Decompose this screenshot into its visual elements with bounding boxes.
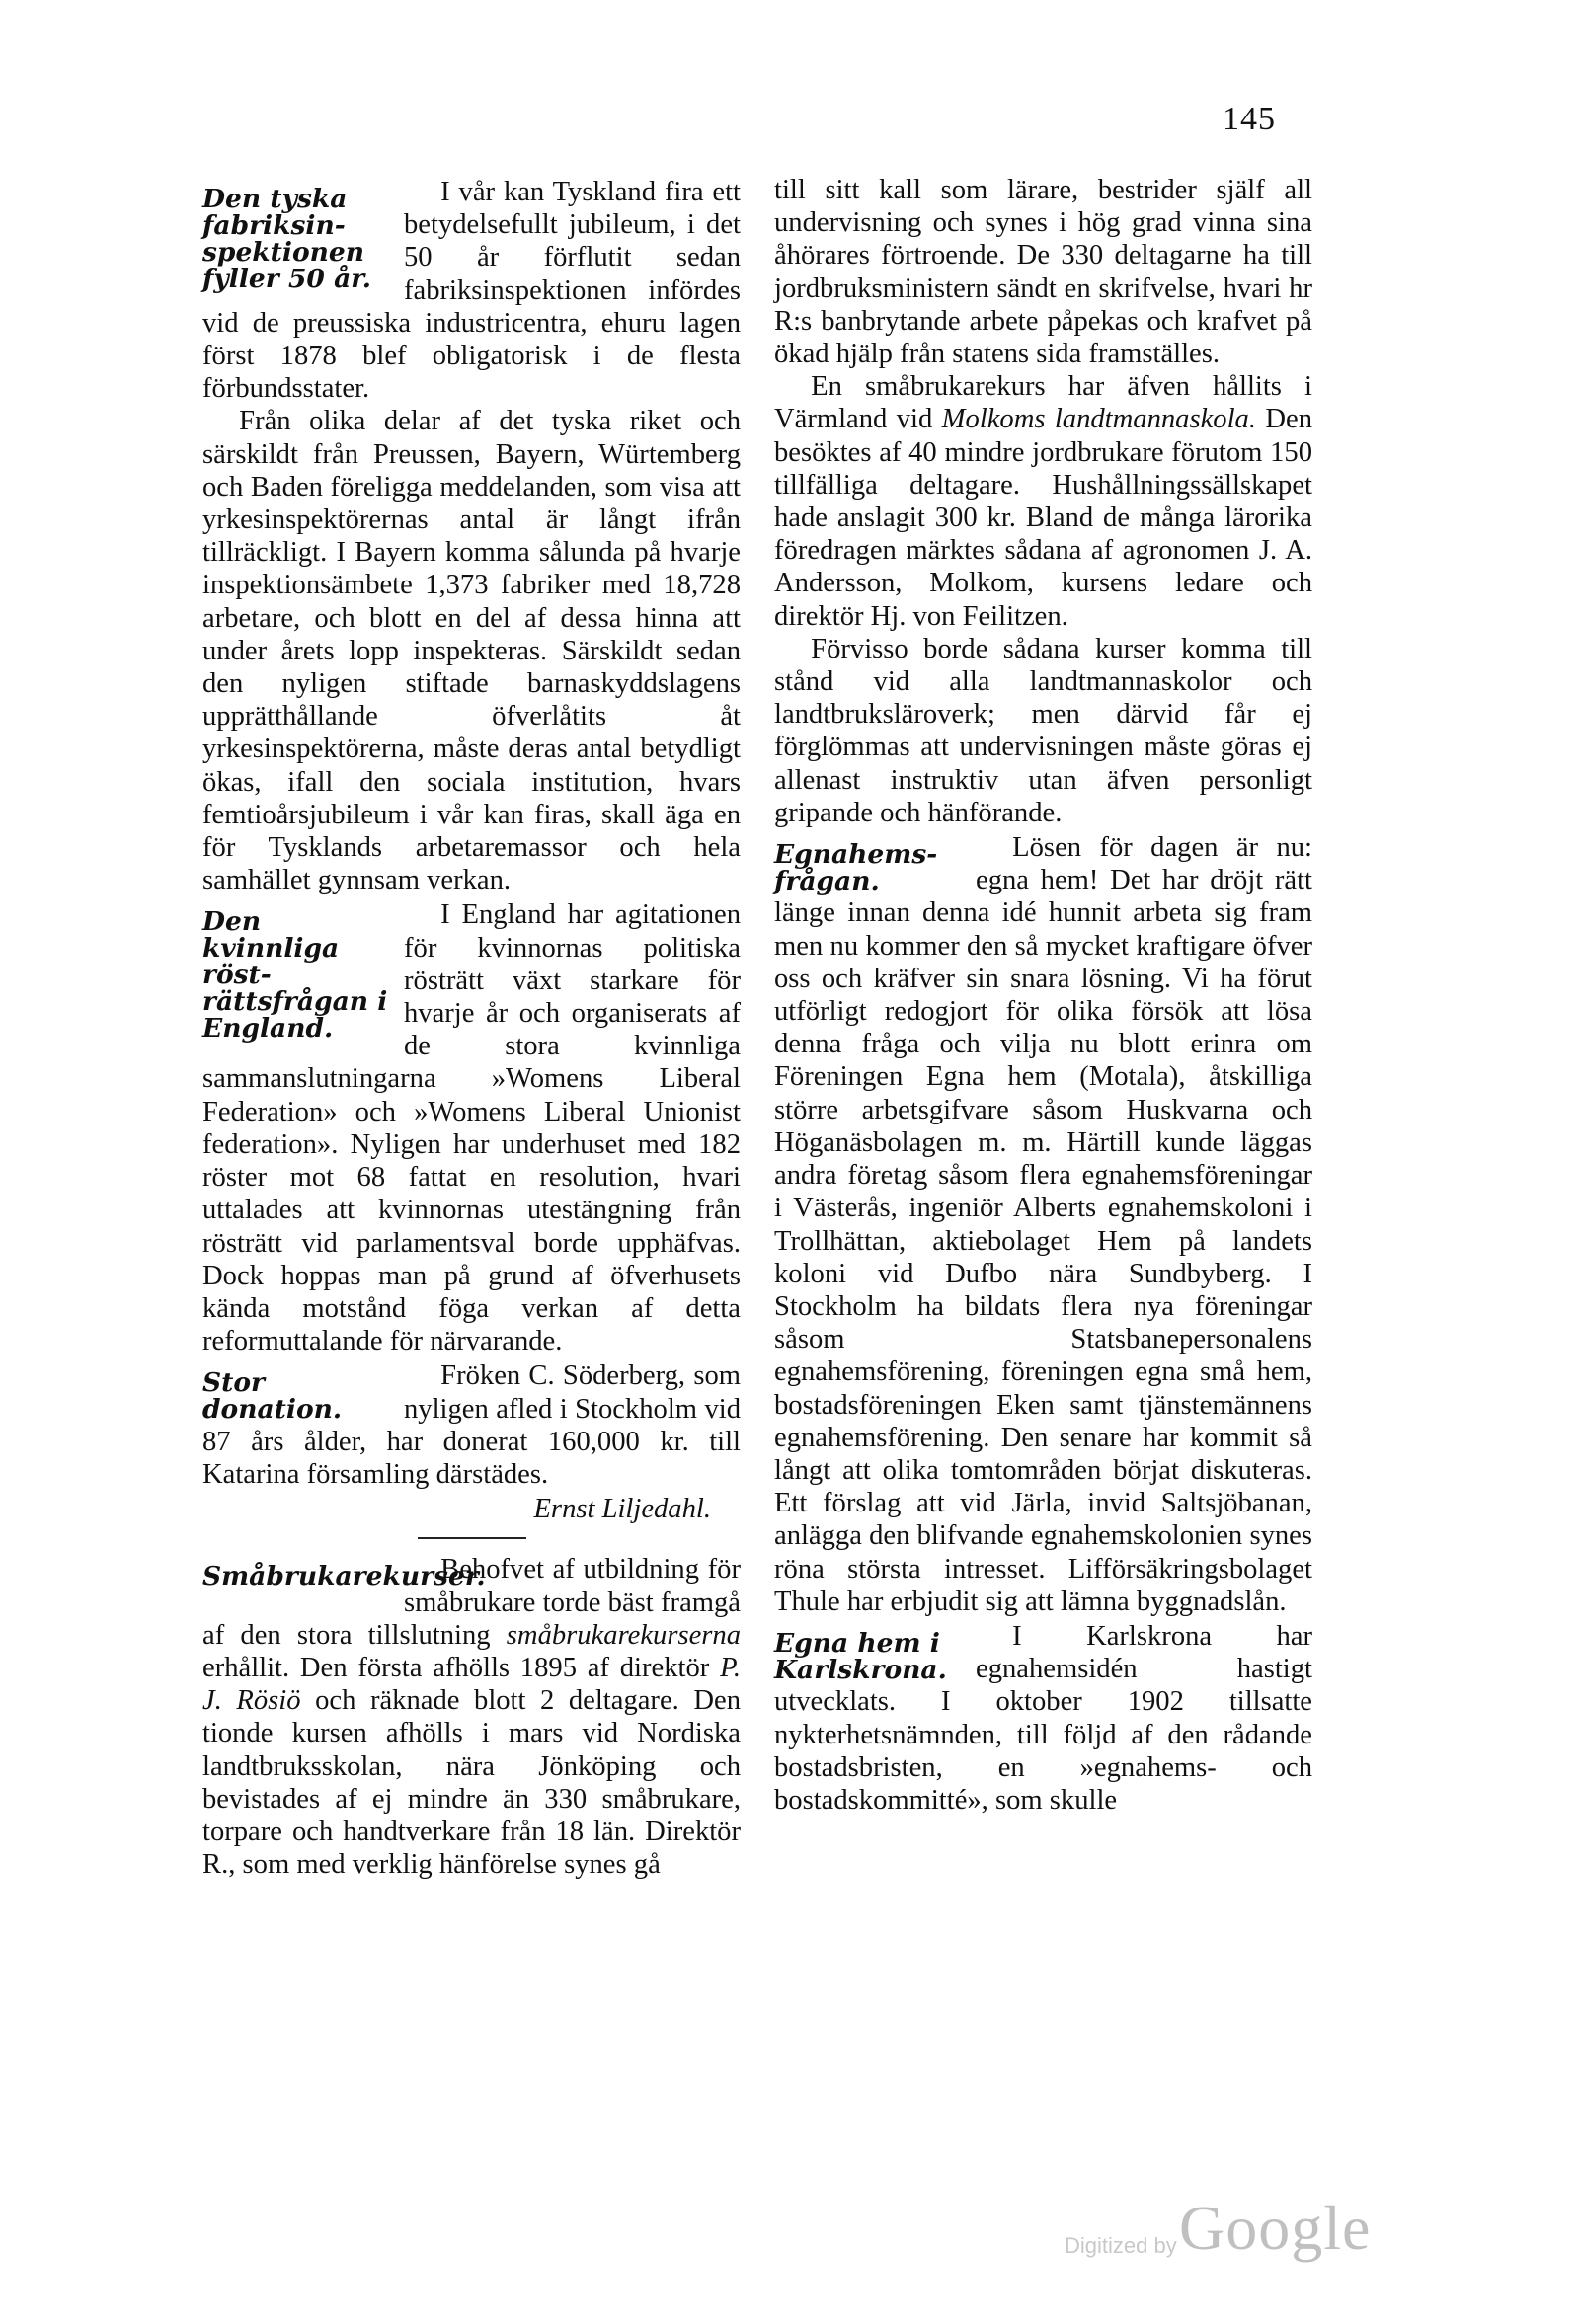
- emphasis: P. J. Rösiö: [202, 1652, 741, 1717]
- section-text: I vår kan Tyskland fira ett betydelsefullt jubileum, i det 50 år förflutit sedan fabriksinspektionen infördes vid de preussiska industricentra, ehuru lagen först 1878 blef obligatorisk i de flesta förbundsstater.: [202, 177, 741, 405]
- sidenote-heading: Den tyska fabriksin-spektionen fyller 50 år.: [202, 184, 372, 294]
- paragraph: Förvisso borde sådana kurser komma till stånd vid alla landtmannaskolor och landtbruksläroverk; men därvid får ej förglömmas att undervisningen måste göras ej allenast instruktiv utan äfven personligt gripande och hänförande.: [774, 633, 1312, 828]
- text-run: Den besöktes af 40 mindre jordbrukare förutom 150 tillfälliga deltagare. Hushållningssällskapet hade anslagit 300 kr. Bland de många lärorika föredragen märktes sådana af agronomen J. A. Andersson, Molkom, kursens ledare och direktör Hj. von Feilitzen.: [774, 404, 1312, 632]
- right-column: [774, 174, 1312, 1817]
- section-text: Lösen för dagen är nu: egna hem! Det har dröjt rätt länge innan denna idé hunnit arbeta sig fram men nu kommer den så mycket kraftigare öfver oss och kräfver sin snara lösning. Vi ha förut utförligt redogjort för olika försök att lösa denna fråga och vilja nu blott erinra om Föreningen Egna hem (Motala), åtskilliga större arbetsgifvare såsom Huskvarna och Höganäsbolagen m. m. Härtill kunde läggas andra företag såsom flera egnahemsföreningar i Västerås, ingeniör Alberts egnahemskoloni i Trollhättan, aktiebolaget Hem på landets koloni vid Dufbo nära Sundbyberg. I Stockholm ha bildats flera nya föreningar såsom Statsbanepersonalens egnahemsförening, föreningen egna små hem, bostadsföreningen Eken samt tjänstemännens egnahemsförening. Den senare har kommit så långt att olika tomtområden börjat diskuteras. Ett förslag att vid Järla, invid Saltsjöbanan, anlägga den blifvande egnahemskolonien synes röna största intresset. Lifförsäkringsbolaget Thule har erbjudit sig att lämna byggnadslån.: [774, 832, 1312, 1617]
- emphasis: Molkoms landtmannaskola.: [941, 404, 1256, 435]
- digitized-label: Digitized by: [1065, 2233, 1177, 2258]
- section-donation: [202, 1359, 741, 1539]
- digitized-watermark: [1065, 2190, 1372, 2269]
- author-signature: Ernst Liljedahl.: [533, 1494, 711, 1525]
- section-text: I Karlskrona har egnahemsidén hastigt utvecklats. I oktober 1902 tillsatte nykterhetsnämnden, till följd af den rådande bostadsbristen, en »egnahems- och bostadskommitté», som skulle: [774, 1620, 1312, 1816]
- sidenote-heading: Stor donation.: [202, 1367, 343, 1426]
- sidenote-heading: Egna hem i Karlskrona.: [774, 1627, 947, 1685]
- continued-paragraph: till sitt kall som lärare, bestrider själf all undervisning och synes i hög grad vinna sina åhörares förtroende. De 330 deltagarne ha till jordbruksministern sändt en skrifvelse, hvari hr R:s banbrytande arbete påpekas och krafvet på ökad hjälp från statens sida framställes.: [774, 175, 1312, 370]
- section-smabrukarekurser: [202, 1553, 741, 1881]
- section-fabriksinspektion: [202, 176, 741, 896]
- section-egnahemsfragan: [774, 831, 1312, 1618]
- text-run: Behofvet af utbildning för småbrukare torde bäst framgå af den stora tillslutning: [202, 1554, 741, 1651]
- sidenote-heading: Egnahems-frågan.: [774, 839, 938, 897]
- sidenote-heading: Småbrukarekurser.: [202, 1561, 486, 1592]
- section-text: Fröken C. Söderberg, som nyligen afled i Stockholm vid 87 års ålder, har donerat 160,000 kr. till Katarina församling därstädes.: [202, 1360, 741, 1490]
- section-rostratt: [202, 898, 741, 1357]
- section-karlskrona: [774, 1620, 1312, 1817]
- google-logo: Google: [1179, 2193, 1372, 2263]
- text-run: och räknade blott 2 deltagare. Den tionde kursen afhölls i mars vid Nordiska landtbruksskolan, nära Jönköping och bevistades af ej mindre än 330 småbrukare, torpare och handtverkare från 18 län. Direktör R., som med verklig hänförelse synes gå: [202, 1685, 741, 1881]
- page-number: 145: [1223, 101, 1276, 137]
- section-text: I England har agitationen för kvinnornas politiska rösträtt växt starkare för hvarje år och organiserats af de stora kvinnliga sammanslutningarna »Womens Liberal Federation» och »Womens Liberal Unionist federation». Nyligen har underhuset med 182 röster mot 68 fattat en resolution, hvari uttalades att kvinnornas utestängning från rösträtt vid parlamentsval borde upphäfvas. Dock hoppas man på grund af öfverhusets kända motstånd föga verkan af detta reformuttalande för närvarande.: [202, 899, 741, 1357]
- emphasis: småbrukarekurserna: [506, 1619, 741, 1651]
- text-run: erhållit. Den första afhölls 1895 af direktör: [202, 1652, 721, 1683]
- sidenote-heading: Den kvinnliga röst-rättsfrågan i England.: [202, 906, 388, 1045]
- left-column: [202, 174, 741, 1881]
- section-text: [202, 1553, 741, 1881]
- section-paragraph: Från olika delar af det tyska riket och särskildt från Preussen, Bayern, Würtemberg och Baden föreligga meddelanden, som visa att yrkesinspektörernas antal är långt ifrån tillräckligt. I Bayern komma sålunda på hvarje inspektionsämbete 1,373 fabriker med 18,728 arbetare, och blott en del af dessa hinna att under årets lopp inspekteras. Särskildt sedan den nyligen stiftade barnaskyddslagens upprätthållande öfverlåtits åt yrkesinspektörerna, måste deras antal betydligt ökas, ifall den sociala institution, hvars femtioårsjubileum i vår kan firas, skall äga en för Tysklands arbetaremassor och hela samhället gynnsam verkan.: [202, 406, 741, 896]
- separator-rule: [418, 1537, 526, 1539]
- paragraph: [774, 370, 1312, 633]
- text-run: En småbrukarekurs har äfven hållits i Värmland vid: [774, 371, 1312, 435]
